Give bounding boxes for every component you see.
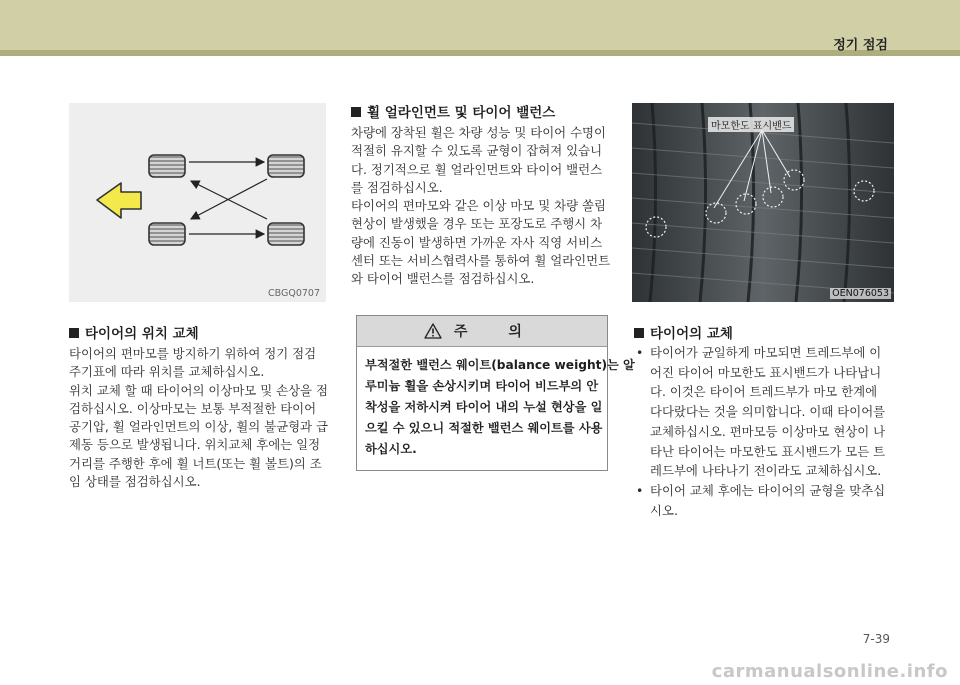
rotation-paragraph: 타이어의 편마모를 방지하기 위하여 정기 점검 주기표에 따라 위치를 교체하십시오. 위치 교체 할 때 타이어의 이상마모 및 손상을 점 검하십시오. 이상마모는 보통 부적절한 타이어 공기압, 휠 얼라인먼트의 이상, 휠의 불균형과 급 제동 등으로 발생됩니다. 위치교체 후에는 일정 거리를 주행한 후에 휠 너트(또는 휠 볼트)의 조 임 상태를 점검하십시오. bbox=[69, 346, 328, 490]
caution-box bbox=[356, 315, 635, 471]
section-heading-alignment: 휠 얼라인먼트 및 타이어 밸런스 bbox=[351, 101, 555, 121]
figure-code: OEN076053 bbox=[832, 288, 889, 299]
tire-front-left-icon bbox=[149, 155, 185, 177]
tire-rear-right-icon bbox=[268, 223, 304, 245]
tire-tread-figure bbox=[632, 103, 894, 302]
tire-front-right-icon bbox=[268, 155, 304, 177]
section-heading-replacement: 타이어의 교체 bbox=[634, 322, 733, 342]
warning-triangle-icon bbox=[424, 323, 442, 339]
tire-rear-left-icon bbox=[149, 223, 185, 245]
heading-square-icon bbox=[69, 328, 79, 338]
header-rule bbox=[0, 50, 960, 56]
heading-square-icon bbox=[634, 328, 644, 338]
list-item: • 타이어 교체 후에는 타이어의 균형을 맞추십 시오. bbox=[636, 482, 886, 518]
tread-wear-indicator-label: 마모한도 표시밴드 bbox=[708, 117, 794, 132]
bullet-dot-icon: • bbox=[636, 482, 644, 498]
alignment-paragraph: 차량에 장착된 휠은 차량 성능 및 타이어 수명이 적절히 유지할 수 있도록 균형이 잡혀져 있습니 다. 정기적으로 휠 얼라인먼트와 타이어 밸런스 를 점검하십시오. 타이어의 편마모와 같은 이상 마모 및 차량 쏠림 현상이 발생했을 경우 또는 포장도로 주행시 차 량에 진동이 발생하면 가까운 자사 직영 서비스 센터 또는 서비스협력사를 통하여 휠 얼라인먼트 와 타이어 밸런스를 점검하십시오. bbox=[351, 125, 611, 287]
replacement-bullets bbox=[634, 343, 896, 520]
tire-tread-photo bbox=[632, 103, 894, 302]
header-band bbox=[0, 0, 960, 50]
page-section-title: 정기 점검 bbox=[833, 38, 888, 53]
page-number: 7-39 bbox=[862, 632, 890, 646]
vehicle-direction-arrow-icon bbox=[97, 183, 141, 218]
section-heading-rotation: 타이어의 위치 교체 bbox=[69, 322, 199, 342]
list-item: • 타이어가 균일하게 마모되면 트레드부에 이 어진 타이어 마모한도 표시밴드가 나타납니 다. 이것은 타이어 트레드부가 마모 한계에 다다랐다는 것을 의미합니다. 이때 타이어를 교체하십시오. 편마모등 이상마모 현상이 나 타난 타이어는 마모한도 표시밴드가 모든 트 레드부에 나타나기 전이라도 교체하십시오. bbox=[636, 345, 886, 479]
caution-header bbox=[357, 316, 607, 347]
bullet-dot-icon: • bbox=[636, 345, 644, 360]
tire-rotation-figure bbox=[69, 103, 326, 302]
caution-title: 주 의 bbox=[454, 324, 540, 340]
tire-rotation-diagram bbox=[69, 103, 326, 302]
figure-code: CBGQ0707 bbox=[268, 288, 320, 299]
heading-square-icon bbox=[351, 107, 361, 117]
watermark: carmanualsonline.info bbox=[711, 661, 948, 682]
caution-text: 부적절한 밸런스 웨이트(balance weight)는 알 루미늄 휠을 손상시키며 타이어 비드부의 안 착성을 저하시켜 타이어 내의 누설 현상을 일 으킬 수 있으니 적절한 밸런스 웨이트를 사용 하십시오. bbox=[365, 358, 635, 456]
